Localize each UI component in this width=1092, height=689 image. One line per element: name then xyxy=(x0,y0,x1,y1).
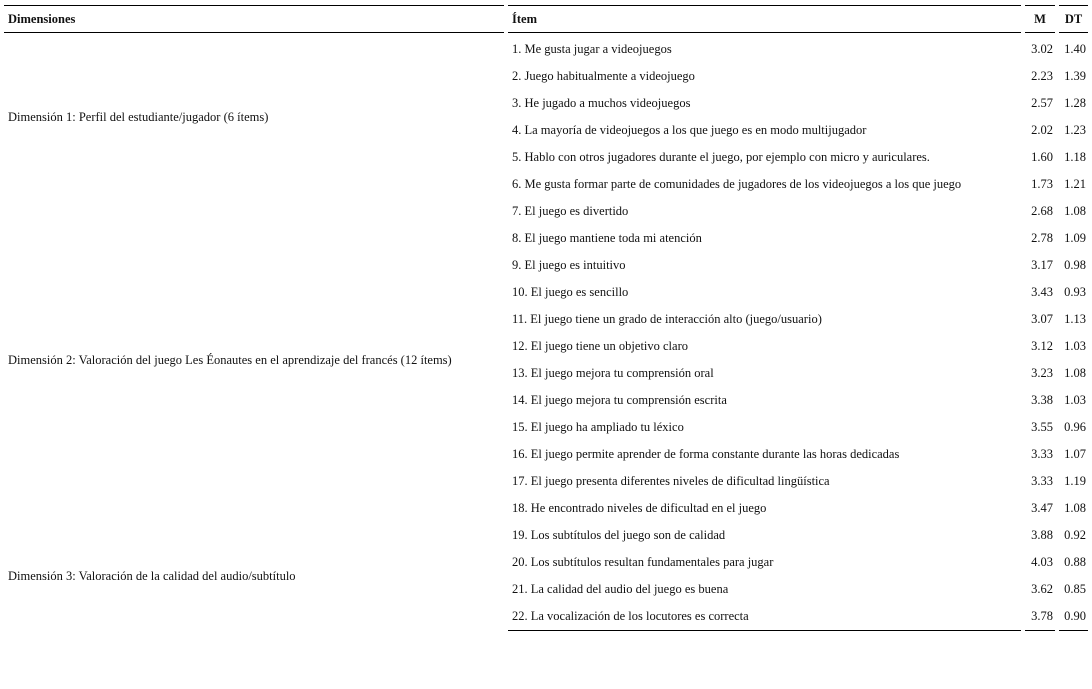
sd-value: 1.18 xyxy=(1064,150,1086,164)
item-text: 5. Hablo con otros jugadores durante el juego, por ejemplo con micro y auriculares. xyxy=(512,150,930,164)
item-text: 13. El juego mejora tu comprensión oral xyxy=(512,366,714,380)
dimension-label: Dimensión 3: Valoración de la calidad del audio/subtítulo xyxy=(8,569,296,583)
item-text: 22. La vocalización de los locutores es correcta xyxy=(508,603,1021,631)
item-text: 19. Los subtítulos del juego son de calidad xyxy=(512,528,726,542)
item-text: 2. Juego habitualmente a videojuego xyxy=(512,69,695,83)
header-m: M xyxy=(1025,5,1055,33)
item-text: 15. El juego ha ampliado tu léxico xyxy=(512,420,684,434)
item-text: 1. Me gusta jugar a videojuegos xyxy=(512,42,672,56)
mean-value: 3.02 xyxy=(1031,42,1053,56)
header-dimensiones: Dimensiones xyxy=(4,5,504,33)
item-text: 17. El juego presenta diferentes niveles de dificultad lingüística xyxy=(512,474,830,488)
mean-value: 3.07 xyxy=(1031,312,1053,326)
sd-value: 1.19 xyxy=(1064,474,1086,488)
mean-value: 3.38 xyxy=(1031,393,1053,407)
table-row xyxy=(4,198,1088,225)
sd-value: 1.28 xyxy=(1064,96,1086,110)
mean-value: 2.57 xyxy=(1031,96,1053,110)
table-row xyxy=(4,522,1088,549)
mean-value: 3.23 xyxy=(1031,366,1053,380)
sd-value: 1.08 xyxy=(1064,501,1086,515)
header-item: Ítem xyxy=(508,5,1021,33)
mean-value: 4.03 xyxy=(1031,555,1053,569)
sd-value: 0.92 xyxy=(1064,528,1086,542)
statistics-table xyxy=(4,5,1088,631)
mean-value: 2.02 xyxy=(1031,123,1053,137)
item-text: 4. La mayoría de videojuegos a los que juego es en modo multijugador xyxy=(512,123,867,137)
sd-value: 1.03 xyxy=(1064,393,1086,407)
sd-value: 1.23 xyxy=(1064,123,1086,137)
item-text: 9. El juego es intuitivo xyxy=(512,258,626,272)
mean-value: 3.12 xyxy=(1031,339,1053,353)
table-header xyxy=(4,5,1088,33)
item-text: 10. El juego es sencillo xyxy=(512,285,629,299)
sd-value: 0.88 xyxy=(1064,555,1086,569)
item-text: 20. Los subtítulos resultan fundamentales para jugar xyxy=(512,555,774,569)
mean-value: 3.47 xyxy=(1031,501,1053,515)
item-text: 8. El juego mantiene toda mi atención xyxy=(512,231,702,245)
item-text: 21. La calidad del audio del juego es buena xyxy=(512,582,729,596)
item-text: 12. El juego tiene un objetivo claro xyxy=(512,339,688,353)
item-text: 16. El juego permite aprender de forma constante durante las horas dedicadas xyxy=(512,447,900,461)
table-row xyxy=(4,33,1088,63)
sd-value: 1.21 xyxy=(1064,177,1086,191)
mean-value: 3.17 xyxy=(1031,258,1053,272)
mean-value: 2.78 xyxy=(1031,231,1053,245)
sd-value: 1.07 xyxy=(1064,447,1086,461)
mean-value: 1.73 xyxy=(1031,177,1053,191)
sd-value: 0.90 xyxy=(1059,603,1088,631)
item-text: 3. He jugado a muchos videojuegos xyxy=(512,96,691,110)
table-body xyxy=(4,33,1088,631)
dimension-label: Dimensión 1: Perfil del estudiante/jugador (6 ítems) xyxy=(8,109,269,124)
mean-value: 1.60 xyxy=(1031,150,1053,164)
sd-value: 1.09 xyxy=(1064,231,1086,245)
mean-value: 3.33 xyxy=(1031,474,1053,488)
dimension-label: Dimensión 2: Valoración del juego Les Éonautes en el aprendizaje del francés (12 ítems) xyxy=(8,352,452,367)
mean-value: 2.68 xyxy=(1031,204,1053,218)
item-text: 18. He encontrado niveles de dificultad en el juego xyxy=(512,501,767,515)
mean-value: 3.33 xyxy=(1031,447,1053,461)
item-text: 6. Me gusta formar parte de comunidades de jugadores de los videojuegos a los que juego xyxy=(512,177,962,191)
mean-value: 3.62 xyxy=(1031,582,1053,596)
sd-value: 1.40 xyxy=(1064,42,1086,56)
sd-value: 1.08 xyxy=(1064,204,1086,218)
mean-value: 3.55 xyxy=(1031,420,1053,434)
item-text: 7. El juego es divertido xyxy=(512,204,629,218)
sd-value: 0.96 xyxy=(1064,420,1086,434)
mean-value: 3.43 xyxy=(1031,285,1053,299)
item-text: 11. El juego tiene un grado de interacción alto (juego/usuario) xyxy=(512,312,822,326)
sd-value: 1.39 xyxy=(1064,69,1086,83)
header-dt: DT xyxy=(1059,5,1088,33)
sd-value: 0.93 xyxy=(1064,285,1086,299)
sd-value: 1.03 xyxy=(1064,339,1086,353)
sd-value: 0.85 xyxy=(1064,582,1086,596)
sd-value: 1.13 xyxy=(1064,312,1086,326)
item-text: 14. El juego mejora tu comprensión escrita xyxy=(512,393,727,407)
sd-value: 0.98 xyxy=(1064,258,1086,272)
mean-value: 3.78 xyxy=(1025,603,1055,631)
mean-value: 3.88 xyxy=(1031,528,1053,542)
sd-value: 1.08 xyxy=(1064,366,1086,380)
mean-value: 2.23 xyxy=(1031,69,1053,83)
